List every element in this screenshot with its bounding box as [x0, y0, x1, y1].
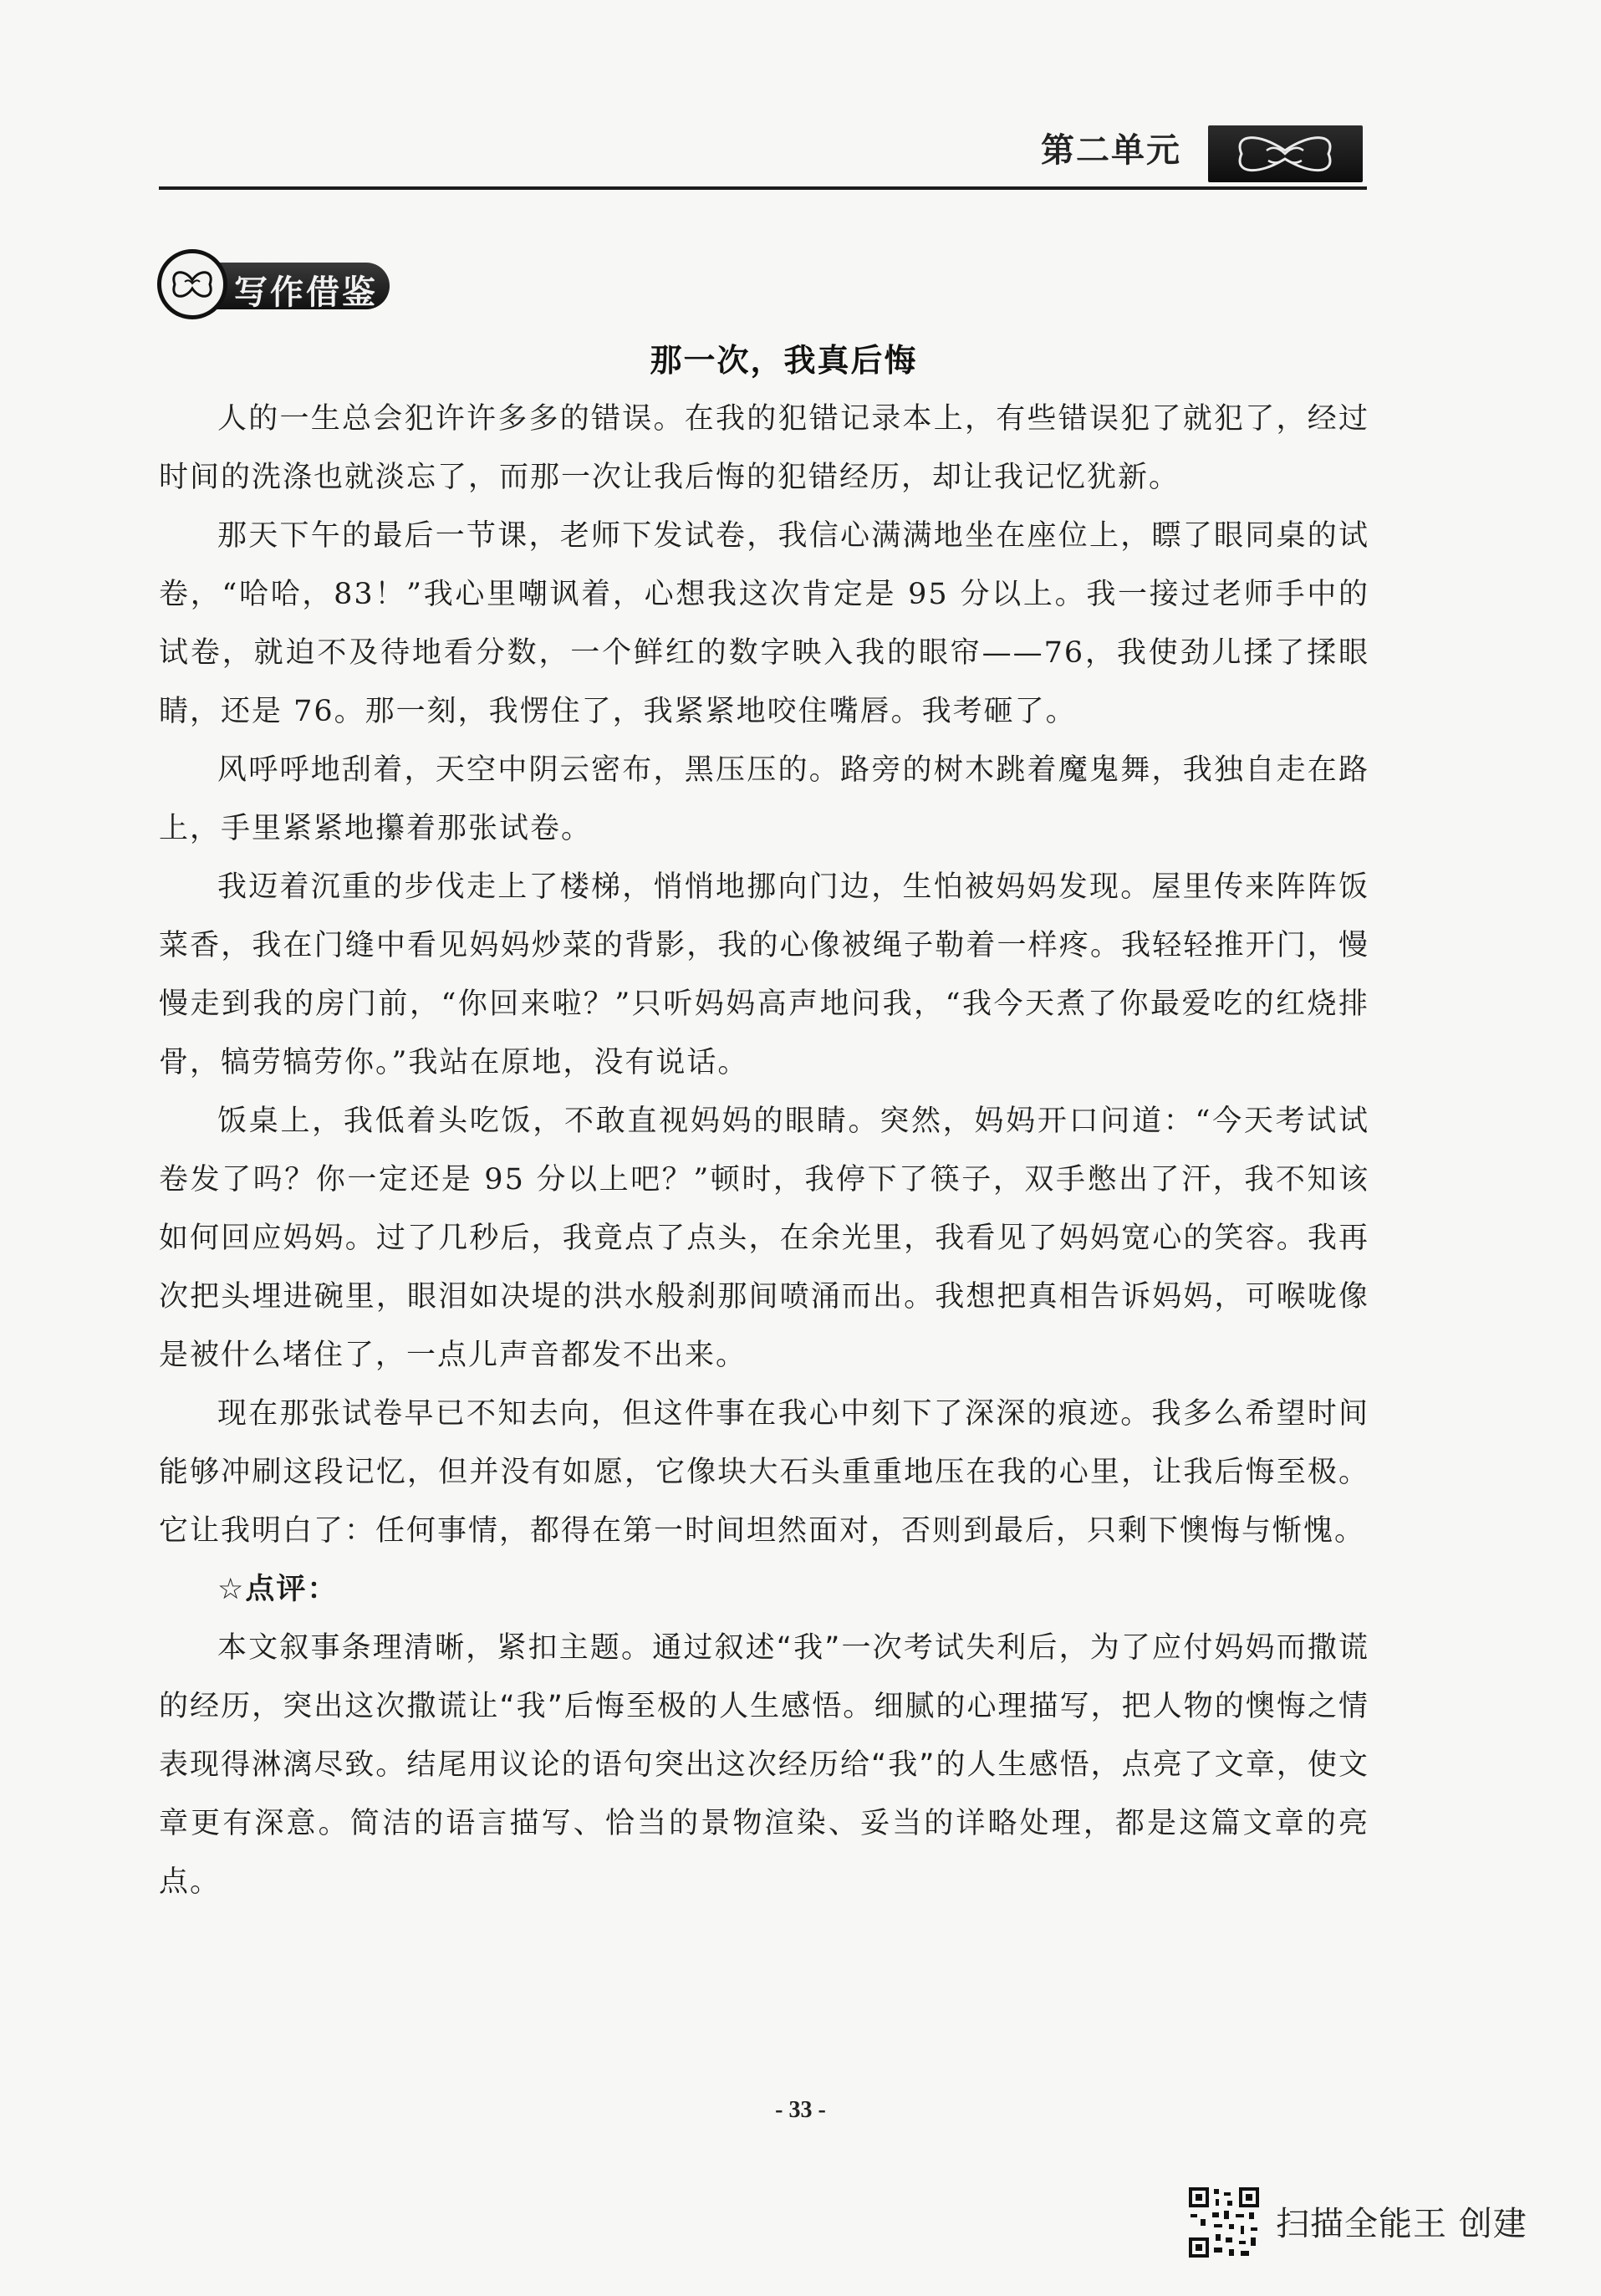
paragraph: 饭桌上，我低着头吃饭，不敢直视妈妈的眼睛。突然，妈妈开口问道：“今天考试试卷发了吗？你一定还是 95 分以上吧？”顿时，我停下了筷子，双手憋出了汗，我不知该如何回应妈妈。过了几秒后，我竟点了点头，在余光里，我看见了妈妈宽心的笑容。我再次把头埋进碗里，眼泪如决堤的洪水般刹那间喷涌而出。我想把真相告诉妈妈，可喉咙像是被什么堵住了，一点儿声音都发不出来。	[159, 1105, 1369, 1372]
butterfly-icon	[166, 265, 218, 304]
paragraph: 那天下午的最后一节课，老师下发试卷，我信心满满地坐在座位上，瞟了眼同桌的试卷，“哈哈，83！”我心里嘲讽着，心想我这次肯定是 95 分以上。我一接过老师手中的试卷，就迫不及待地看分数，一个鲜红的数字映入我的眼帘——76，我使劲儿揉了揉眼睛，还是 76。那一刻，我愣住了，我紧紧地咬住嘴唇。我考砸了。	[159, 519, 1369, 728]
comment-text: 本文叙事条理清晰，紧扣主题。通过叙述“我”一次考试失利后，为了应付妈妈而撒谎的经历，突出这次撒谎让“我”后悔至极的人生感悟。细腻的心理描写，把人物的懊悔之情表现得淋漓尽致。结尾用议论的语句突出这次经历给“我”的人生感悟，点亮了文章，使文章更有深意。简洁的语言描写、恰当的景物渲染、妥当的详略处理，都是这篇文章的亮点。	[159, 1631, 1369, 1899]
butterfly-icon	[1208, 125, 1363, 182]
section-tag	[157, 249, 408, 319]
section-label: 写作借鉴	[234, 273, 378, 312]
section-tag-emblem	[157, 249, 227, 319]
page-number: - 33 -	[775, 2097, 826, 2123]
scanner-watermark-label: 扫描全能王 创建	[1276, 2205, 1527, 2243]
header-divider	[159, 186, 1367, 190]
article-title	[0, 334, 1601, 380]
paragraph: 现在那张试卷早已不知去向，但这件事在我心中刻下了深深的痕迹。我多么希望时间能够冲刷这段记忆，但并没有如愿，它像块大石头重重地压在我的心里，让我后悔至极。它让我明白了：任何事情，都得在第一时间坦然面对，否则到最后，只剩下懊悔与惭愧。	[159, 1397, 1369, 1548]
article-title-text: 那一次，我真后悔	[650, 342, 918, 379]
paragraph: 我迈着沉重的步伐走上了楼梯，悄悄地挪向门边，生怕被妈妈发现。屋里传来阵阵饭菜香，我在门缝中看见妈妈炒菜的背影，我的心像被绳子勒着一样疼。我轻轻推开门，慢慢走到我的房门前，“你回来啦？”只听妈妈高声地问我，“我今天煮了你最爱吃的红烧排骨，犒劳犒劳你。”我站在原地，没有说话。	[159, 870, 1369, 1079]
comment-label: ☆点评：	[217, 1573, 339, 1606]
unit-title: 第二单元	[1041, 131, 1181, 170]
qr-code-icon	[1187, 2186, 1261, 2259]
paragraph: 人的一生总会犯许许多多的错误。在我的犯错记录本上，有些错误犯了就犯了，经过时间的洗涤也就淡忘了，而那一次让我后悔的犯错经历，却让我记忆犹新。	[159, 402, 1369, 494]
article-body	[159, 390, 1369, 1911]
paragraph: 风呼呼地刮着，天空中阴云密布，黑压压的。路旁的树木跳着魔鬼舞，我独自走在路上，手里紧紧地攥着那张试卷。	[159, 753, 1369, 845]
unit-badge-logo	[1208, 125, 1363, 182]
